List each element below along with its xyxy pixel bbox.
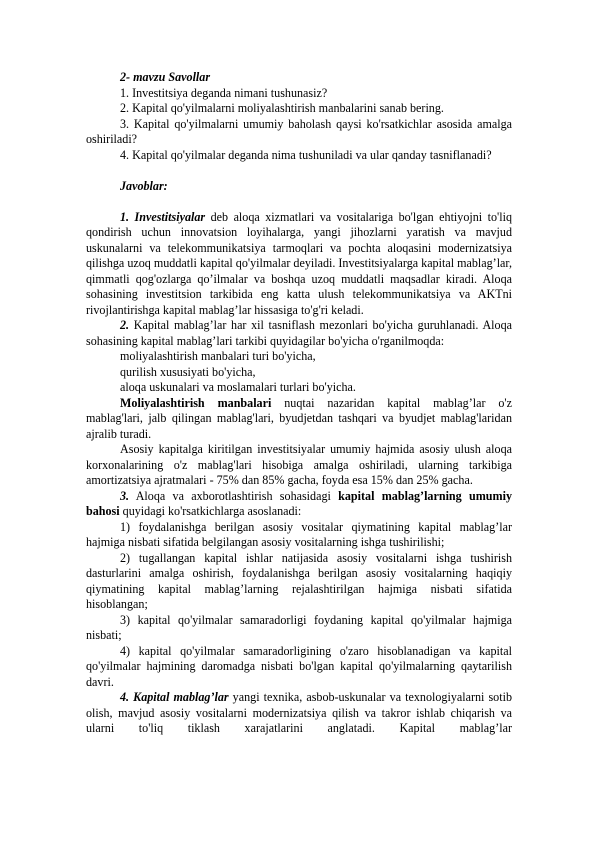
answer-2-text: Kapital mablag’lar har xil tasniflash mezonlari bo'yicha guruhlanadi. Aloqa sohasining kapital mablag’lari tarkibi quyidagilar bo'yicha o'rganilmoqda: — [86, 318, 512, 348]
question-1: 1. Investitsiya deganda nimani tushunasiz? — [120, 85, 328, 100]
indicator-item: 3) kapital qo'yilmalar samaradorligi foydaning kapital qo'yilmalar hajmiga nisbati; — [86, 612, 512, 642]
classification-item: moliyalashtirish manbalari turi bo'yicha, — [120, 349, 316, 363]
indicator-item: 4) kapital qo'yilmalar samaradorligining o'zaro hisoblanadigan va kapital qo'yilmalar hajmining daromadga nisbati bo'lgan kapital qo'yilmalarning qaytarilish davri. — [86, 643, 512, 689]
document-page — [86, 70, 512, 737]
investment-share-paragraph: Asosiy kapitalga kiritilgan investitsiyalar umumiy hajmida asosiy ulush aloqa korxonalarining o'z mablag'lari hisobiga amalga oshiriladi, ularning tarkibiga amortizatsiya ajratmalari - 75% dan 85% gacha, foyda esa 15% dan 25% gacha. — [86, 442, 512, 487]
classification-item: aloqa uskunalari va moslamalari turlari bo'yicha. — [120, 380, 356, 394]
financing-sources-text: nuqtai nazaridan kapital mablag’lar o'z mablag'lari, jalb qilingan mablag'lari, byudjetdan tashqari va byudjet mablag'laridan ajralib turadi. — [86, 395, 512, 441]
classification-item: qurilish xususiyati bo'yicha, — [120, 364, 256, 379]
answer-3-lead: 3. — [120, 488, 130, 503]
question-3: 3. Kapital qo'yilmalarni umumiy baholash qaysi ko'rsatkichlar asosida amalga oshiriladi? — [86, 116, 512, 146]
answer-4-text: yangi texnika, asbob-uskunalar va texnologiyalarni sotib olish, mavjud asosiy vositalarni modernizatsiya qilish va takror ishlab chiqarish va ularni to'liq tiklash xarajatlarini anglatadi. Kapital mablag’lar — [86, 690, 512, 735]
indicator-item: 2) tugallangan kapital ishlar natijasida asosiy vositalarni ishga tushirish dasturlarini amalga oshirish, foydalanishga berilgan asosiy vositalarning haqiqiy qiymatining kapital mablag’larning rejalashtirilgan hajmiga nisbati sifatida hisoblangan; — [86, 550, 512, 611]
answer-4-lead: 4. Kapital mablag’lar — [120, 690, 229, 704]
financing-sources-paragraph — [86, 396, 512, 443]
question-4: 4. Kapital qo'yilmalar deganda nima tushuniladi va ular qanday tasniflanadi? — [120, 147, 492, 162]
answer-3-text-a: Aloqa va axborotlashtirish sohasidagi — [129, 488, 339, 503]
answer-3-text-b: quyidagi ko'rsatkichlarga asoslanadi: — [119, 504, 302, 518]
answer-2-lead: 2. — [120, 318, 130, 332]
answer-4-paragraph — [86, 690, 512, 737]
spacer — [86, 194, 512, 210]
financing-sources-lead: Moliyalashtirish manbalari — [120, 395, 272, 410]
spacer — [86, 163, 512, 179]
answer-1-text: deb aloqa xizmatlari va vositalariga bo'lgan ehtiyojni to'liq qondirish uchun innovatsion loyihalarga, yangi jihozlarni yaratish va mavjud uskunalarni va telekommunikatsiya tarmoqlari va pochta aloqasini modernizatsiya qilishga uzoq muddatli kapital qo'yilmalar deyiladi. Investitsiyalarga kapital mablag’lar, qimmatli qog'ozlarga qo’ilmalar va boshqa uzoq muddatli maqsadlar kiradi. Aloqa sohasining investitsion tarkibida eng katta ulush telekommunikatsiya va AKTni rivojlantirishga kapital mablag’lar hissasiga to'g'ri keladi. — [86, 209, 512, 317]
answer-3-paragraph — [86, 489, 512, 520]
answer-1-paragraph — [86, 210, 512, 319]
answer-2-paragraph — [86, 318, 512, 349]
section-heading: 2- mavzu Savollar — [120, 70, 211, 84]
question-2: 2. Kapital qo'yilmalarni moliyalashtirish manbalarini sanab bering. — [120, 101, 444, 115]
answer-3-bold: kapital mablag’larning umumiy bahosi — [86, 488, 512, 518]
answer-1-lead: 1. Investitsiyalar — [120, 209, 206, 224]
indicator-item: 1) foydalanishga berilgan asosiy vositalar qiymatining kapital mablag’lar hajmiga nisbati sifatida belgilangan asosiy vositalarning ishga tushirilishi; — [86, 519, 512, 549]
answers-heading: Javoblar: — [120, 178, 168, 193]
